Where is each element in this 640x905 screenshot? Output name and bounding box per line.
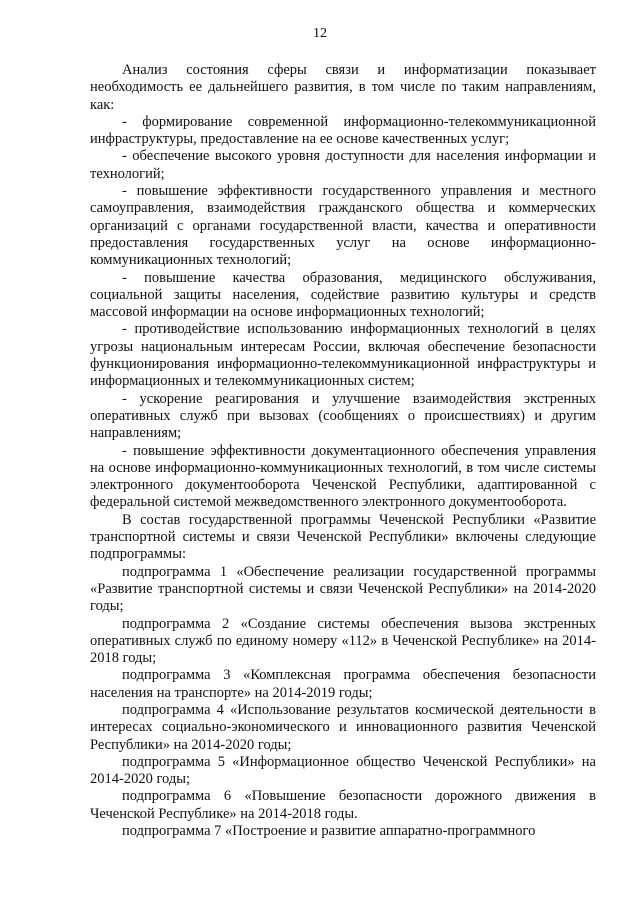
list-item-emergency: - ускорение реагирования и улучшение взаимодействия экстренных оперативных служб при вызовах (сообщениях о происшествиях) и другим направлениям; xyxy=(90,390,596,442)
subprogram-7: подпрограмма 7 «Построение и развитие аппаратно-программного xyxy=(122,823,536,840)
subprogram-5: подпрограмма 5 «Информационное общество Чеченской Республики» на 2014-2020 годы; xyxy=(90,753,596,788)
subprogram-1: подпрограмма 1 «Обеспечение реализации государственной программы «Развитие транспортной системы и связи Чеченской Республики» на 2014-2020 годы; xyxy=(90,563,596,615)
list-item-document-flow: - повышение эффективности документационного обеспечения управления на основе информационно-коммуникационных технологий, в том числе системы электронного документооборота Чеченской Республики, адаптированной с федеральной системой межведомственного электронного документооборота. xyxy=(90,442,596,511)
document-body xyxy=(90,62,596,840)
subprogram-3: подпрограмма 3 «Комплексная программа обеспечения безопасности населения на транспорте» на 2014-2019 годы; xyxy=(90,667,596,701)
list-item-governance: - повышение эффективности государственного управления и местного самоуправления, взаимодействия гражданского общества и коммерческих организаций с органами государственной власти, качества и оперативности предоставления государственных услуг на основе информационно-коммуникационных технологий; xyxy=(90,183,596,269)
list-item-education: - повышение качества образования, медицинского обслуживания, социальной защиты населения, содействие развитию культуры и средств массовой информации на основе информационных технологий; xyxy=(90,269,596,321)
paragraph-intro: Анализ состояния сферы связи и информатизации показывает необходимость ее дальнейшего развития, в том числе по таким направлениям, как: xyxy=(90,62,596,113)
paragraph-program-composition: В состав государственной программы Чеченской Республики «Развитие транспортной системы и связи Чеченской Республики» включены следующие подпрограммы: xyxy=(90,511,596,563)
list-item-accessibility: - обеспечение высокого уровня доступности для населения информации и технологий; xyxy=(90,148,596,182)
list-item-infrastructure: - формирование современной информационно-телекоммуникационной инфраструктуры, предоставление на ее основе качественных услуг; xyxy=(90,113,596,148)
subprogram-6: подпрограмма 6 «Повышение безопасности дорожного движения в Чеченской Республике» на 2014-2018 годы. xyxy=(90,788,596,822)
list-item-security: - противодействие использованию информационных технологий в целях угрозы национальным интересам России, включая обеспечение безопасности функционирования информационно-телекоммуникационной инфраструктуры и информационных и телекоммуникационных систем; xyxy=(90,321,596,390)
subprogram-4: подпрограмма 4 «Использование результатов космической деятельности в интересах социально-экономического и инновационного развития Чеченской Республики» на 2014-2020 годы; xyxy=(90,701,596,753)
subprogram-2: подпрограмма 2 «Создание системы обеспечения вызова экстренных оперативных служб по единому номеру «112» в Чеченской Республике» на 2014-2018 годы; xyxy=(90,615,596,667)
page-number: 12 xyxy=(313,26,327,41)
